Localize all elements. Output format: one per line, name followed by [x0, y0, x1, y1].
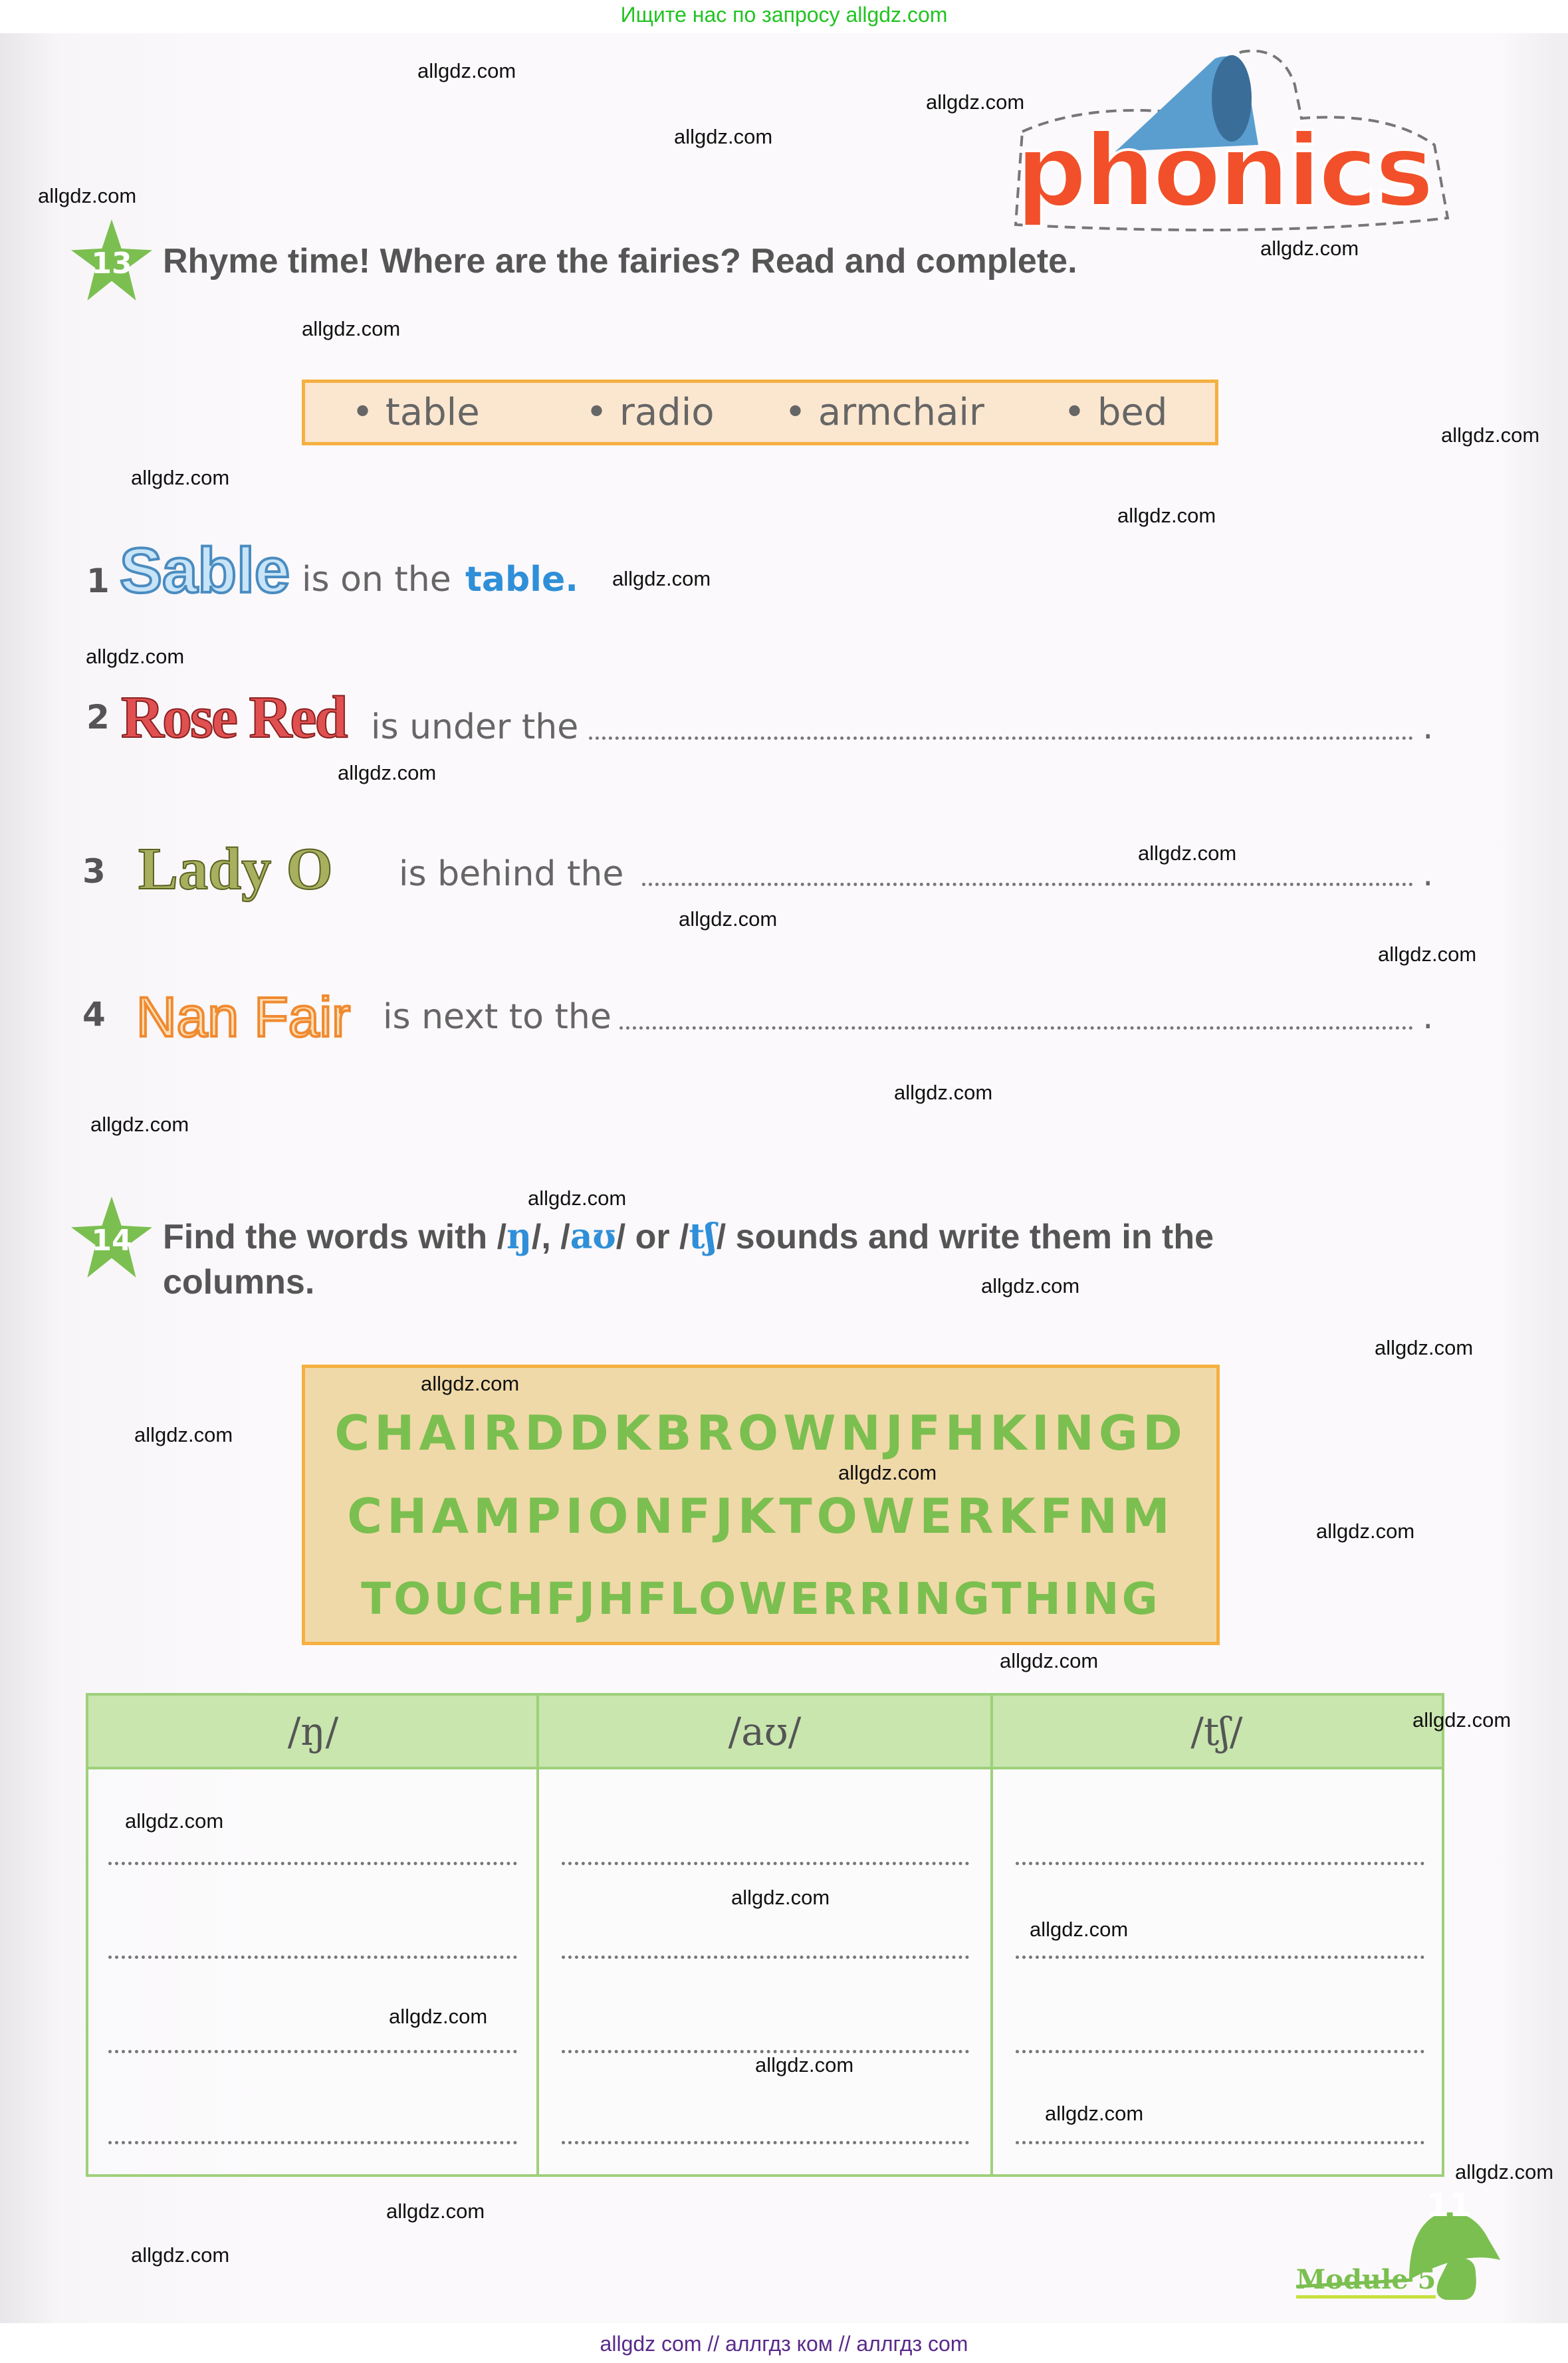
answer-blank[interactable] [589, 736, 1413, 740]
watermark: allgdz.com [38, 184, 137, 207]
watermark: allgdz.com [1441, 423, 1540, 447]
watermark: allgdz.com [86, 645, 185, 668]
site-banner[interactable]: Ищите нас по запросу allgdz.com [620, 3, 948, 27]
column-divider [536, 1696, 539, 2174]
watermark: allgdz.com [528, 1186, 627, 1210]
watermark: allgdz.com [338, 761, 437, 784]
watermark: allgdz.com [90, 1113, 189, 1136]
fairy-name-rose-red: Rose Red [121, 685, 346, 750]
answer-line[interactable] [108, 1862, 517, 1865]
answer-line[interactable] [108, 1956, 517, 1959]
watermark: allgdz.com [1316, 1519, 1415, 1543]
watermark: allgdz.com [926, 90, 1025, 114]
word-search-grid [302, 1365, 1220, 1645]
sound-columns-table [86, 1693, 1444, 2177]
module-label: Module 5 [1296, 2264, 1436, 2299]
watermark: allgdz.com [1412, 1708, 1512, 1732]
answer-line[interactable] [108, 2141, 517, 2144]
grid-row: CHAMPIONFJKTOWERKFNM [347, 1488, 1175, 1544]
page-number-badge [1296, 2187, 1515, 2307]
phonics-logo-text: phonics [1016, 114, 1432, 229]
answer-line[interactable] [562, 2141, 969, 2144]
watermark: allgdz.com [302, 317, 401, 340]
word-option: • radio [586, 391, 715, 434]
item-number: 2 [86, 698, 110, 736]
fairy-name-lady-o: Lady O [138, 836, 333, 902]
watermark: allgdz.com [1000, 1649, 1099, 1672]
column-header: /ŋ/ [88, 1696, 538, 1769]
exercise-number: 13 [91, 246, 132, 281]
answer-line[interactable] [1016, 1956, 1424, 1959]
answer-line[interactable] [562, 1862, 969, 1865]
watermark: allgdz.com [386, 2199, 485, 2223]
exercise-14-star [71, 1196, 152, 1278]
exercise-number: 14 [91, 1223, 132, 1258]
watermark: allgdz.com [1378, 943, 1477, 966]
fairy-name-sable: Sable [120, 535, 290, 606]
watermark: allgdz.com [679, 907, 778, 931]
watermark: allgdz.com [1375, 1336, 1474, 1359]
end-mark: . [1422, 854, 1434, 894]
watermark: allgdz.com [1117, 504, 1216, 527]
watermark: allgdz.com [731, 1886, 830, 1909]
item-number: 1 [86, 562, 110, 600]
exercise-13-star [71, 219, 152, 300]
phoneme: ŋ [506, 1216, 532, 1257]
watermark: allgdz.com [981, 1274, 1080, 1297]
word-option: • table [352, 391, 480, 434]
phoneme: aʊ [570, 1216, 616, 1257]
answer-text: table. [465, 560, 579, 600]
watermark: allgdz.com [1138, 842, 1237, 865]
exercise-14-title-line2: columns. [163, 1263, 315, 1301]
answer-line[interactable] [1016, 2141, 1424, 2144]
sentence-text: is under the [371, 707, 579, 747]
sentence-text: is behind the [399, 854, 624, 894]
answer-blank[interactable] [642, 883, 1413, 886]
answer-line[interactable] [1016, 2050, 1424, 2053]
phonics-logo [1002, 45, 1454, 238]
column-header: /tʃ/ [992, 1696, 1442, 1769]
title-text: / or / [616, 1218, 689, 1256]
watermark: allgdz.com [134, 1423, 233, 1446]
title-text: / sounds and write them in the [716, 1218, 1214, 1256]
answer-line[interactable] [108, 2050, 517, 2053]
watermark: allgdz.com [674, 125, 773, 148]
watermark: allgdz.com [131, 2243, 230, 2267]
column-header: /aʊ/ [538, 1696, 992, 1769]
exercise-13-title: Rhyme time! Where are the fairies? Read and complete. [163, 242, 1077, 281]
page-number: 11 [1426, 2187, 1472, 2224]
title-text: Find the words with / [163, 1218, 507, 1256]
watermark: allgdz.com [389, 2005, 488, 2028]
end-mark: . [1422, 997, 1434, 1037]
watermark: allgdz.com [1030, 1918, 1129, 1941]
watermark: allgdz.com [125, 1809, 224, 1833]
watermark: allgdz.com [755, 2053, 854, 2077]
grid-row: TOUCHFJHFLOWERRINGTHING [361, 1573, 1161, 1625]
fairy-name-nan-fair: Nan Fair [136, 986, 351, 1048]
phoneme: tʃ [689, 1216, 717, 1257]
end-mark: . [1422, 707, 1434, 747]
word-option: • bed [1064, 391, 1168, 434]
watermark: allgdz.com [894, 1081, 993, 1104]
watermark: allgdz.com [417, 59, 516, 82]
site-footer[interactable]: allgdz com // аллгдз ком // аллгдз com [600, 2332, 968, 2356]
item-number: 3 [82, 852, 106, 891]
grid-row: CHAIRDDKBROWNJFHKINGD [334, 1405, 1187, 1461]
watermark: allgdz.com [1045, 2102, 1144, 2125]
word-box [302, 380, 1218, 445]
column-divider [990, 1696, 993, 2174]
title-text: /, / [531, 1218, 570, 1256]
item-number: 4 [82, 995, 106, 1034]
answer-line[interactable] [1016, 1862, 1424, 1865]
answer-blank[interactable] [619, 1026, 1413, 1030]
sentence-text: is next to the [383, 997, 612, 1037]
watermark: allgdz.com [1260, 237, 1359, 260]
word-option: • armchair [784, 391, 984, 434]
watermark: allgdz.com [612, 567, 711, 590]
watermark: allgdz.com [838, 1461, 937, 1484]
sentence-text: is on the [302, 560, 451, 600]
watermark: allgdz.com [1455, 2160, 1554, 2184]
exercise-14-title [163, 1216, 1214, 1258]
watermark: allgdz.com [421, 1372, 520, 1395]
answer-line[interactable] [562, 1956, 969, 1959]
watermark: allgdz.com [131, 466, 230, 489]
